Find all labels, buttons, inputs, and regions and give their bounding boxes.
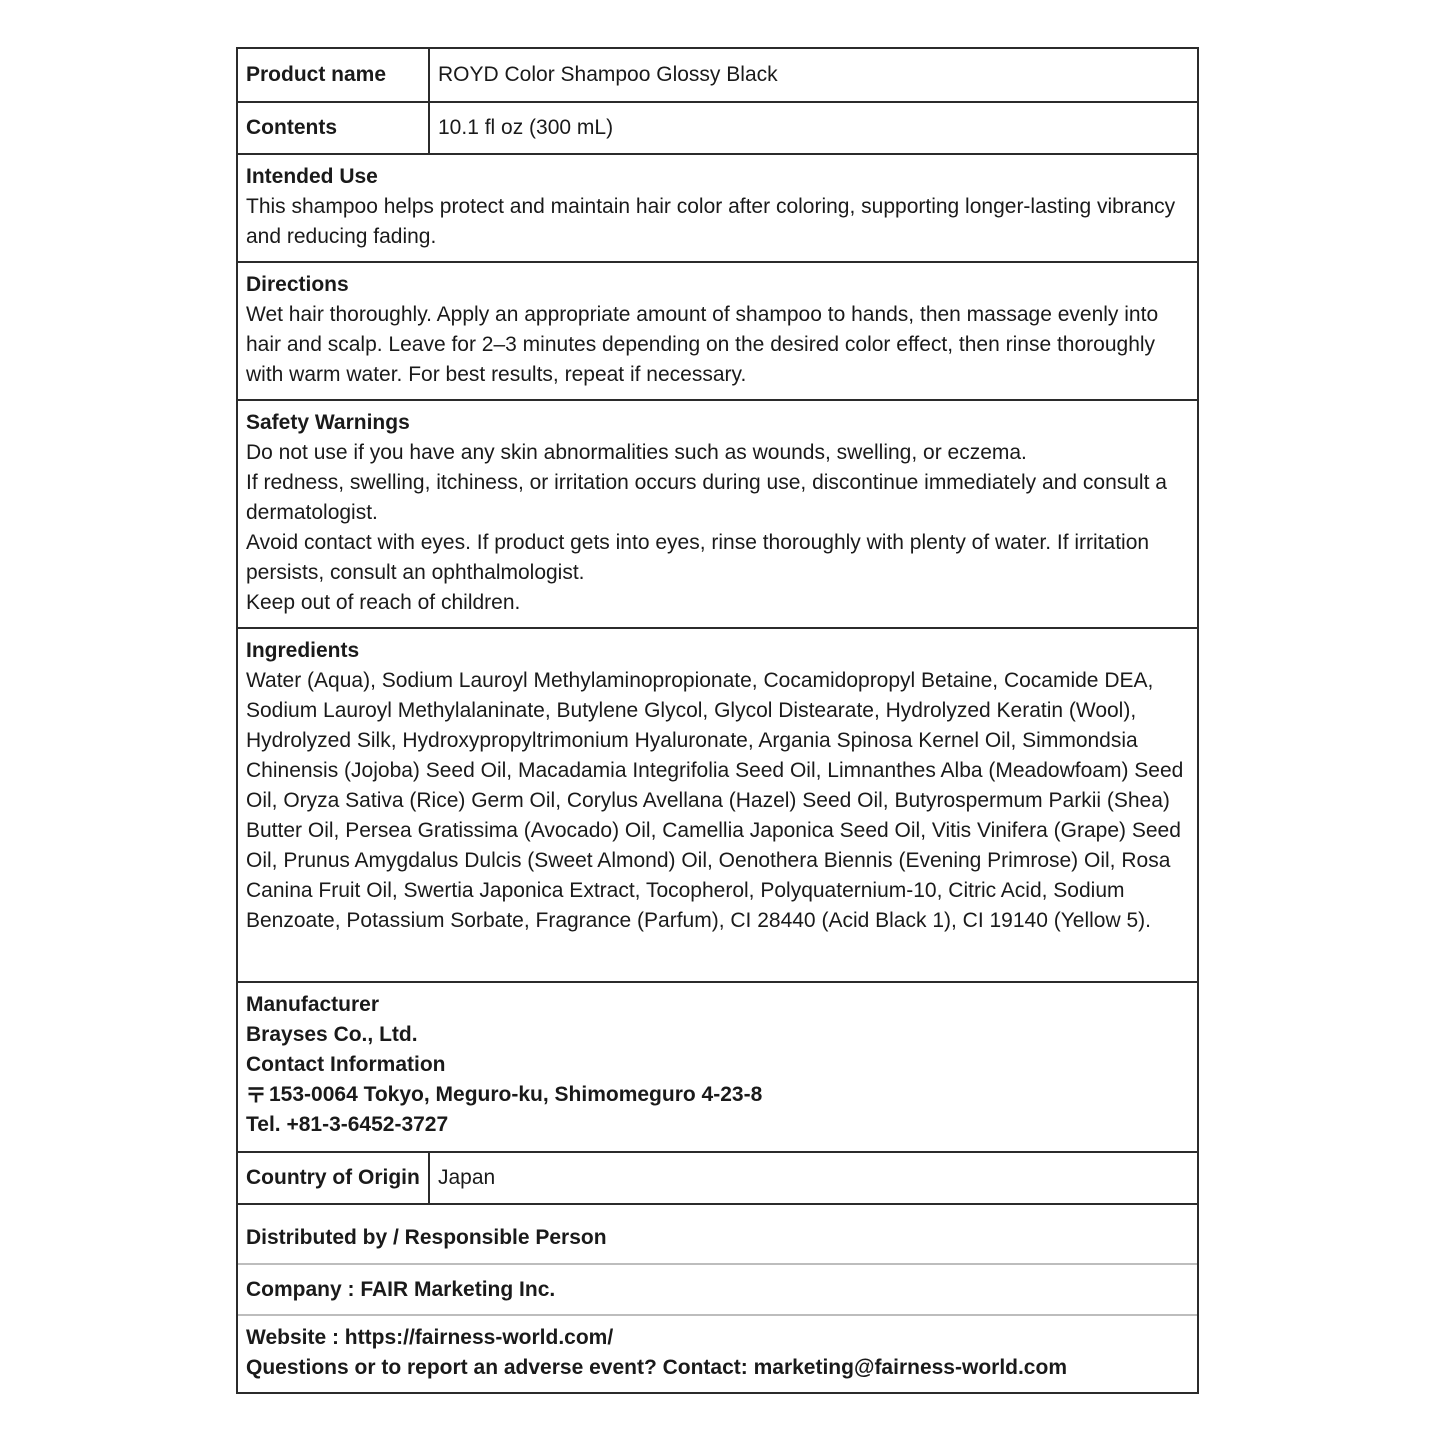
contents-value: 10.1 fl oz (300 mL) — [438, 116, 614, 139]
section-ingredients — [238, 627, 1197, 981]
section-distributed-by — [238, 1203, 1197, 1263]
ingredients-heading: Ingredients — [246, 639, 360, 662]
section-manufacturer — [238, 981, 1197, 1151]
section-safety-warnings — [238, 399, 1197, 627]
questions-text: Questions or to report an adverse event? Contact: marketing@fairness-world.com — [246, 1356, 1067, 1379]
distributed-by-heading: Distributed by / Responsible Person — [246, 1226, 607, 1249]
intended-use-body: This shampoo helps protect and maintain hair color after coloring, supporting longer-lasting vibrancy and reducing fading. — [246, 195, 1176, 248]
section-website — [238, 1314, 1197, 1392]
intended-use-heading: Intended Use — [246, 165, 378, 188]
product-name-label: Product name — [238, 49, 430, 101]
manufacturer-tel: Tel. +81-3-6452-3727 — [246, 1113, 449, 1136]
safety-warning-line: If redness, swelling, itchiness, or irritation occurs during use, discontinue immediately and consult a dermatologist. — [246, 471, 1167, 524]
product-info-table — [236, 47, 1199, 1394]
directions-body: Wet hair thoroughly. Apply an appropriate amount of shampoo to hands, then massage evenly into hair and scalp. Leave for 2–3 minutes depending on the desired color effect, then rinse thoroughly with warm water. For best results, repeat if necessary. — [246, 303, 1159, 386]
manufacturer-address — [246, 1080, 1187, 1110]
postal-mark-icon — [246, 1080, 266, 1110]
section-company — [238, 1263, 1197, 1314]
row-contents — [238, 101, 1197, 153]
product-name-value: ROYD Color Shampoo Glossy Black — [438, 63, 778, 86]
safety-warning-line: Keep out of reach of children. — [246, 591, 521, 614]
row-country-of-origin — [238, 1151, 1197, 1203]
row-product-name — [238, 49, 1197, 101]
website-text: Website : https://fairness-world.com/ — [246, 1326, 614, 1349]
safety-warning-line: Avoid contact with eyes. If product gets into eyes, rinse thoroughly with plenty of water. If irritation persists, consult an ophthalmologist. — [246, 531, 1150, 584]
section-directions — [238, 261, 1197, 399]
country-of-origin-value: Japan — [438, 1166, 496, 1189]
manufacturer-company: Brayses Co., Ltd. — [246, 1023, 418, 1046]
company-text: Company : FAIR Marketing Inc. — [246, 1278, 556, 1301]
safety-warnings-heading: Safety Warnings — [246, 411, 410, 434]
contact-information-heading: Contact Information — [246, 1053, 446, 1076]
country-of-origin-label: Country of Origin — [238, 1153, 430, 1203]
safety-warning-line: Do not use if you have any skin abnormalities such as wounds, swelling, or eczema. — [246, 441, 1027, 464]
address-text: 153-0064 Tokyo, Meguro-ku, Shimomeguro 4-23-8 — [269, 1083, 763, 1106]
contents-label: Contents — [238, 103, 430, 153]
manufacturer-heading: Manufacturer — [246, 993, 380, 1016]
directions-heading: Directions — [246, 273, 349, 296]
ingredients-body: Water (Aqua), Sodium Lauroyl Methylaminopropionate, Cocamidopropyl Betaine, Cocamide DEA, Sodium Lauroyl Methylalaninate, Butylene Glycol, Glycol Distearate, Hydrolyzed Keratin (Wool), Hydrolyzed Silk, Hydroxypropyltrimonium Hyaluronate, Argania Spinosa Kernel Oil, Simmondsia Chinensis (Jojoba) Seed Oil, Macadamia Integrifolia Seed Oil, Limnanthes Alba (Meadowfoam) Seed Oil, Oryza Sativa (Rice) Germ Oil, Corylus Avellana (Hazel) Seed Oil, Butyrospermum Parkii (Shea) Butter Oil, Persea Gratissima (Avocado) Oil, Camellia Japonica Seed Oil, Vitis Vinifera (Grape) Seed Oil, Prunus Amygdalus Dulcis (Sweet Almond) Oil, Oenothera Biennis (Evening Primrose) Oil, Rosa Canina Fruit Oil, Swertia Japonica Extract, Tocopherol, Polyquaternium-10, Citric Acid, Sodium Benzoate, Potassium Sorbate, Fragrance (Parfum), CI 28440 (Acid Black 1), CI 19140 (Yellow 5). — [246, 669, 1184, 932]
section-intended-use — [238, 153, 1197, 261]
